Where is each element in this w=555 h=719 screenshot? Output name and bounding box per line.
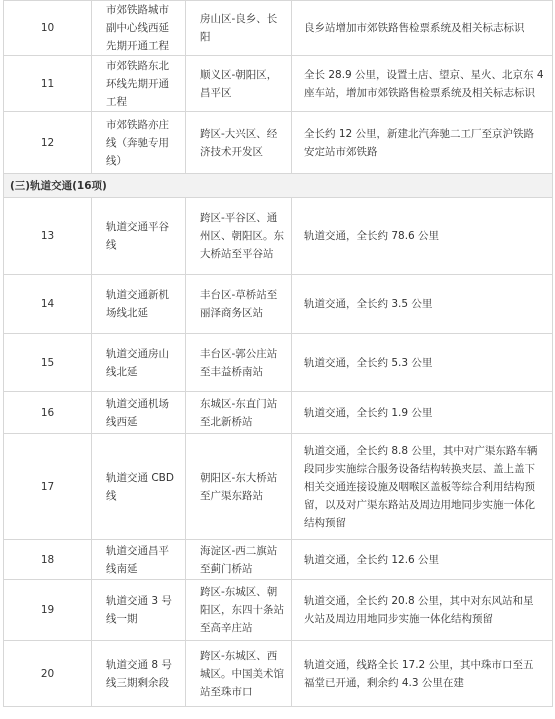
description-cell: 轨道交通，全长约 3.5 公里 [292, 275, 553, 334]
project-name-cell: 轨道交通平谷线 [92, 198, 186, 275]
project-name-cell: 轨道交通 8 号线三期剩余段 [92, 641, 186, 707]
row-number-cell: 19 [4, 580, 92, 641]
table-row [4, 334, 553, 392]
table-row [4, 56, 553, 112]
table-row [4, 540, 553, 580]
row-number-cell: 17 [4, 434, 92, 540]
location-cell: 海淀区-西二旗站至蓟门桥站 [186, 540, 292, 580]
location-cell: 东城区-东直门站至北新桥站 [186, 392, 292, 434]
project-name-cell: 市郊铁路亦庄线（奔驰专用线） [92, 112, 186, 174]
location-cell: 跨区-东城区、朝阳区，东四十条站至高辛庄站 [186, 580, 292, 641]
location-cell: 跨区-东城区、西城区。中国美术馆站至珠市口 [186, 641, 292, 707]
row-number-cell: 14 [4, 275, 92, 334]
table-row [4, 112, 553, 174]
table-row [4, 392, 553, 434]
description-cell: 轨道交通，线路全长 17.2 公里，其中珠市口至五福堂已开通，剩余约 4.3 公里在建 [292, 641, 553, 707]
section-heading: (三)轨道交通(16项) [4, 174, 553, 198]
description-cell: 轨道交通，全长约 20.8 公里，其中对东风站和星火站及周边用地同步实施一体化结构预留 [292, 580, 553, 641]
section-heading-row [4, 174, 553, 198]
project-name-cell: 轨道交通 3 号线一期 [92, 580, 186, 641]
table-row [4, 580, 553, 641]
row-number-cell: 11 [4, 56, 92, 112]
project-name-cell: 轨道交通 CBD 线 [92, 434, 186, 540]
project-name-cell: 轨道交通新机场线北延 [92, 275, 186, 334]
location-cell: 跨区-大兴区、经济技术开发区 [186, 112, 292, 174]
description-cell: 全长约 12 公里，新建北汽奔驰二工厂至京沪铁路安定站市郊铁路 [292, 112, 553, 174]
row-number-cell: 20 [4, 641, 92, 707]
table-row [4, 641, 553, 707]
table-row [4, 198, 553, 275]
project-name-cell: 轨道交通房山线北延 [92, 334, 186, 392]
table-row [4, 434, 553, 540]
row-number-cell: 16 [4, 392, 92, 434]
location-cell: 房山区-良乡、长阳 [186, 1, 292, 56]
project-table [3, 0, 553, 707]
location-cell: 跨区-平谷区、通州区、朝阳区。东大桥站至平谷站 [186, 198, 292, 275]
table-row [4, 1, 553, 56]
location-cell: 朝阳区-东大桥站至广渠东路站 [186, 434, 292, 540]
description-cell: 轨道交通，全长约 78.6 公里 [292, 198, 553, 275]
description-cell: 轨道交通，全长约 8.8 公里，其中对广渠东路车辆段同步实施综合服务设备结构转换夹层、盖上盖下相关交通连接设施及咽喉区盖板等综合利用结构预留，以及对广渠东路站及周边用地同步实施一体化结构预留 [292, 434, 553, 540]
description-cell: 轨道交通，全长约 1.9 公里 [292, 392, 553, 434]
project-name-cell: 轨道交通机场线西延 [92, 392, 186, 434]
project-name-cell: 市郊铁路东北环线先期开通工程 [92, 56, 186, 112]
project-name-cell: 市郊铁路城市副中心线西延先期开通工程 [92, 1, 186, 56]
description-cell: 轨道交通，全长约 5.3 公里 [292, 334, 553, 392]
project-name-cell: 轨道交通昌平线南延 [92, 540, 186, 580]
location-cell: 丰台区-草桥站至丽泽商务区站 [186, 275, 292, 334]
table-row [4, 275, 553, 334]
location-cell: 顺义区-朝阳区，昌平区 [186, 56, 292, 112]
description-cell: 良乡站增加市郊铁路售检票系统及相关标志标识 [292, 1, 553, 56]
description-cell: 全长 28.9 公里，设置土店、望京、星火、北京东 4 座车站，增加市郊铁路售检票系统及相关标志标识 [292, 56, 553, 112]
row-number-cell: 18 [4, 540, 92, 580]
description-cell: 轨道交通，全长约 12.6 公里 [292, 540, 553, 580]
location-cell: 丰台区-郭公庄站至丰益桥南站 [186, 334, 292, 392]
row-number-cell: 12 [4, 112, 92, 174]
row-number-cell: 10 [4, 1, 92, 56]
row-number-cell: 13 [4, 198, 92, 275]
row-number-cell: 15 [4, 334, 92, 392]
